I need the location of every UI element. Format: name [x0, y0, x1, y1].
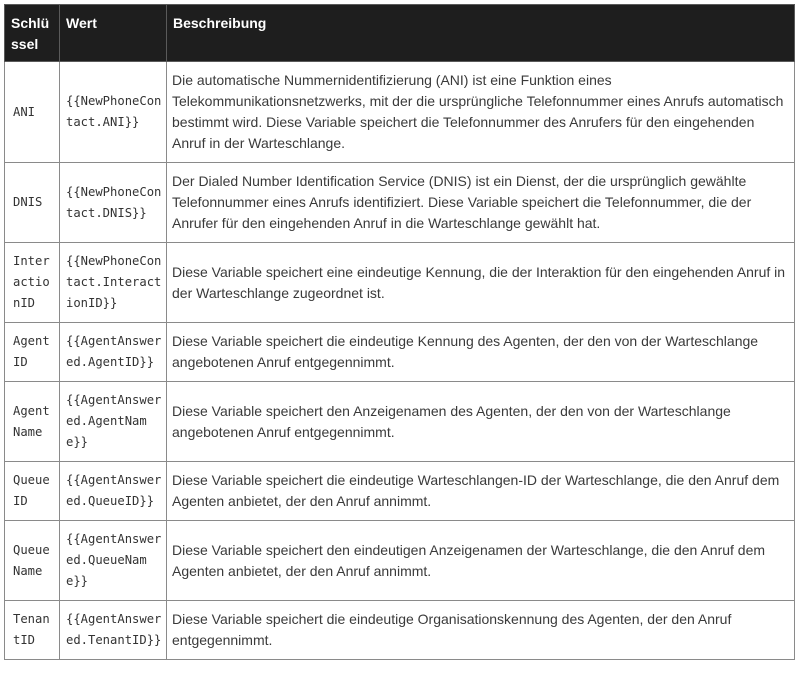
cell-key: DNIS	[5, 163, 60, 243]
cell-description: Diese Variable speichert die eindeutige Warteschlangen-ID der Warteschlange, die den Anruf dem Agenten anbietet, der den Anruf annimmt.	[167, 462, 795, 521]
cell-value: {{NewPhoneContact.InteractionID}}	[60, 243, 167, 323]
cell-description: Diese Variable speichert den Anzeigenamen des Agenten, der den von der Warteschlange angebotenen Anruf entgegennimmt.	[167, 382, 795, 462]
cell-value: {{NewPhoneContact.ANI}}	[60, 62, 167, 163]
cell-key: AgentID	[5, 323, 60, 382]
cell-value: {{AgentAnswered.AgentID}}	[60, 323, 167, 382]
cell-value: {{AgentAnswered.QueueID}}	[60, 462, 167, 521]
table-header-row	[5, 5, 795, 62]
header-key: Schlüssel	[5, 5, 60, 62]
table-row	[5, 521, 795, 601]
cell-value: {{AgentAnswered.TenantID}}	[60, 601, 167, 660]
cell-description: Der Dialed Number Identification Service (DNIS) ist ein Dienst, der die ursprünglich gewählte Telefonnummer eines Anrufs identifiziert. Diese Variable speichert die Telefonnummer, die der Anrufer für den eingehenden Anruf in die Warteschlange gewählt hat.	[167, 163, 795, 243]
table-row	[5, 62, 795, 163]
header-value: Wert	[60, 5, 167, 62]
table-row	[5, 382, 795, 462]
cell-description: Diese Variable speichert die eindeutige Organisationskennung des Agenten, der den Anruf entgegennimmt.	[167, 601, 795, 660]
cell-key: QueueName	[5, 521, 60, 601]
header-description: Beschreibung	[167, 5, 795, 62]
cell-description: Die automatische Nummernidentifizierung (ANI) ist eine Funktion eines Telekommunikationsnetzwerks, mit der die ursprüngliche Telefonnummer eines Anrufs automatisch bestimmt wird. Diese Variable speichert die Telefonnummer des Anrufers für den eingehenden Anruf in der Warteschlange.	[167, 62, 795, 163]
cell-description: Diese Variable speichert eine eindeutige Kennung, die der Interaktion für den eingehenden Anruf in der Warteschlange zugeordnet ist.	[167, 243, 795, 323]
cell-description: Diese Variable speichert die eindeutige Kennung des Agenten, der den von der Warteschlange angebotenen Anruf entgegennimmt.	[167, 323, 795, 382]
cell-value: {{NewPhoneContact.DNIS}}	[60, 163, 167, 243]
cell-key: ANI	[5, 62, 60, 163]
table-row	[5, 163, 795, 243]
cell-value: {{AgentAnswered.QueueName}}	[60, 521, 167, 601]
table-row	[5, 323, 795, 382]
table-row	[5, 601, 795, 660]
table-row	[5, 462, 795, 521]
cell-description: Diese Variable speichert den eindeutigen Anzeigenamen der Warteschlange, die den Anruf dem Agenten anbietet, der den Anruf annimmt.	[167, 521, 795, 601]
cell-key: AgentName	[5, 382, 60, 462]
cell-key: TenantID	[5, 601, 60, 660]
cell-value: {{AgentAnswered.AgentName}}	[60, 382, 167, 462]
variables-table	[4, 4, 795, 660]
cell-key: QueueID	[5, 462, 60, 521]
table-row	[5, 243, 795, 323]
cell-key: InteractionID	[5, 243, 60, 323]
